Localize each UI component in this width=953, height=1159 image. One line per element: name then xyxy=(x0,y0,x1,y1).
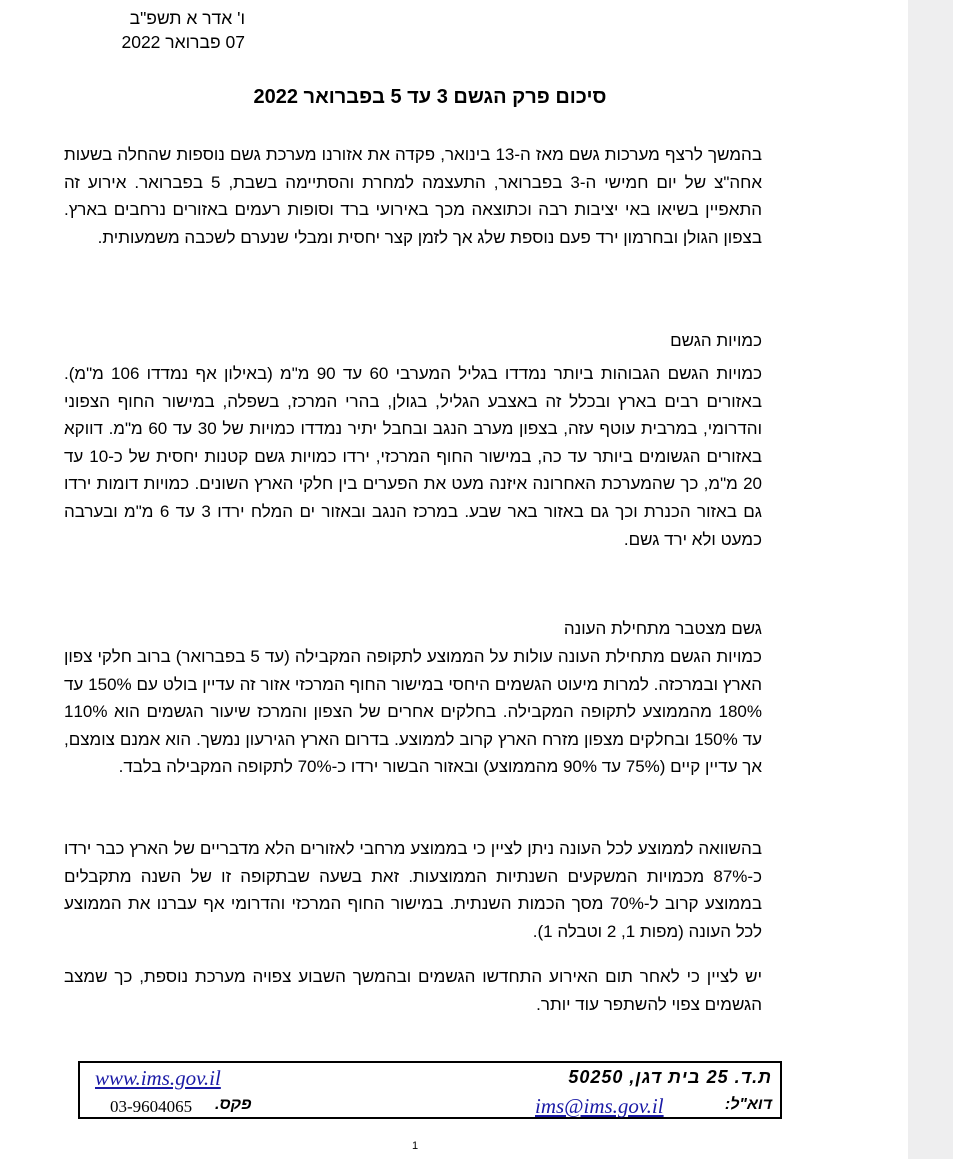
amounts-paragraph: כמויות הגשם הגבוהות ביותר נמדדו בגליל המערבי 60 עד 90 מ"מ (באילון אף נמדדו 106 מ"מ). באזורים רבים בארץ ובכלל זה באצבע הגליל, בגולן, בהרי המרכז, בשפלה, במישור החוף הצפוני והדרומי, במרבית עוטף עזה, בצפון מערב הנגב ובחבל יתיר נמדדו כמויות של 30 עד 60 מ"מ. דווקא באזורים הגשומים ביותר עד כה, במישור החוף המרכזי, ירדו כמויות גשם קטנות יחסית של כ-10 עד 20 מ"מ, כך שהמערכת האחרונה איזנה מעט את הפערים בין חלקי הארץ השונים. כמויות דומות ירדו גם באזור הכנרת וכך גם באזור באר שבע. במרכז הנגב ובאזור ים המלח ירדו 3 עד 6 מ"מ ובערבה כמעט ולא ירד גשם. xyxy=(64,364,762,549)
document-title: סיכום פרק הגשם 3 עד 5 בפברואר 2022 xyxy=(253,86,607,108)
gregorian-date: 07 פברואר 2022 xyxy=(121,32,245,52)
accumulated-paragraph-2: בהשוואה לממוצע לכל העונה ניתן לציין כי בממוצע מרחבי לאזורים הלא מדבריים של הארץ כבר ירדו כ-87% מכמויות המשקעים השנתיות הממוצעות. זאת בשעה שבתקופה זו של השנה מתקבלים בממוצע קרוב ל-70% מסך הכמות השנתית. במישור החוף המרכזי והדרומי אף עברנו את הממוצע לכל העונה (מפות 1, 2 וטבלה 1). xyxy=(64,839,762,941)
website-link[interactable]: www.ims.gov.il xyxy=(95,1066,221,1090)
email-label: דוא"ל: xyxy=(724,1096,772,1113)
hebrew-date: ו' אדר א תשפ"ב xyxy=(129,8,245,28)
date-block xyxy=(105,6,245,54)
viewer-side-panel xyxy=(908,0,953,1159)
fax-label: פקס. xyxy=(215,1096,252,1113)
accumulated-paragraph-1: כמויות הגשם מתחילת העונה עולות על הממוצע לתקופה המקבילה (עד 5 בפברואר) ברוב חלקי צפון הארץ ובמרכזה. למרות מיעוט הגשמים היחסי במישור החוף המרכזי אזור זה עדיין בולט עם 150% עד 180% מהממוצע לתקופה המקבילה. בחלקים אחרים של הצפון והמרכז שיעור הגשמים הוא 110% עד 150% ובחלקים מצפון מזרח הארץ קרוב לממוצע. בדרום הארץ הגירעון נמשך. הוא אמנם צומצם, אך עדיין קיים (75% עד 90% מהממוצע) ובאזור הבשור ירדו כ-70% לתקופה המקבילה בלבד. xyxy=(64,647,762,777)
accumulated-heading: גשם מצטבר מתחילת העונה xyxy=(563,619,762,638)
contact-footer xyxy=(78,1061,782,1119)
page-number: 1 xyxy=(411,1140,419,1152)
accumulated-paragraph-3: יש לציין כי לאחר תום האירוע התחדשו הגשמים ובהמשך השבוע צפויה מערכת נוספת, כך שמצב הגשמים צפוי להשתפר עוד יותר. xyxy=(64,967,762,1014)
email-link[interactable]: ims@ims.gov.il xyxy=(535,1094,664,1118)
fax-number: 03-9604065 xyxy=(110,1097,193,1116)
intro-paragraph: בהמשך לרצף מערכות גשם מאז ה-13 בינואר, פקדה את אזורנו מערכת גשם נוספות שהחלה בשעות אחה"צ של יום חמישי ה-3 בפברואר, התעצמה למחרת והסתיימה בשבת, 5 בפברואר. אירוע זה התאפיין בשיאו באי יציבות רבה וכתוצאה מכך באירועי ברד וסופות רעמים באזורים נרחבים בארץ. בצפון הגולן ובחרמון ירד פעם נוספת שלג אך לזמן קצר יחסית ומבלי שנערם לשכבה משמעותית. xyxy=(64,145,763,247)
postal-address: ת.ד. 25 בית דגן, 50250 xyxy=(568,1067,772,1087)
amounts-heading: כמויות הגשם xyxy=(670,331,762,350)
